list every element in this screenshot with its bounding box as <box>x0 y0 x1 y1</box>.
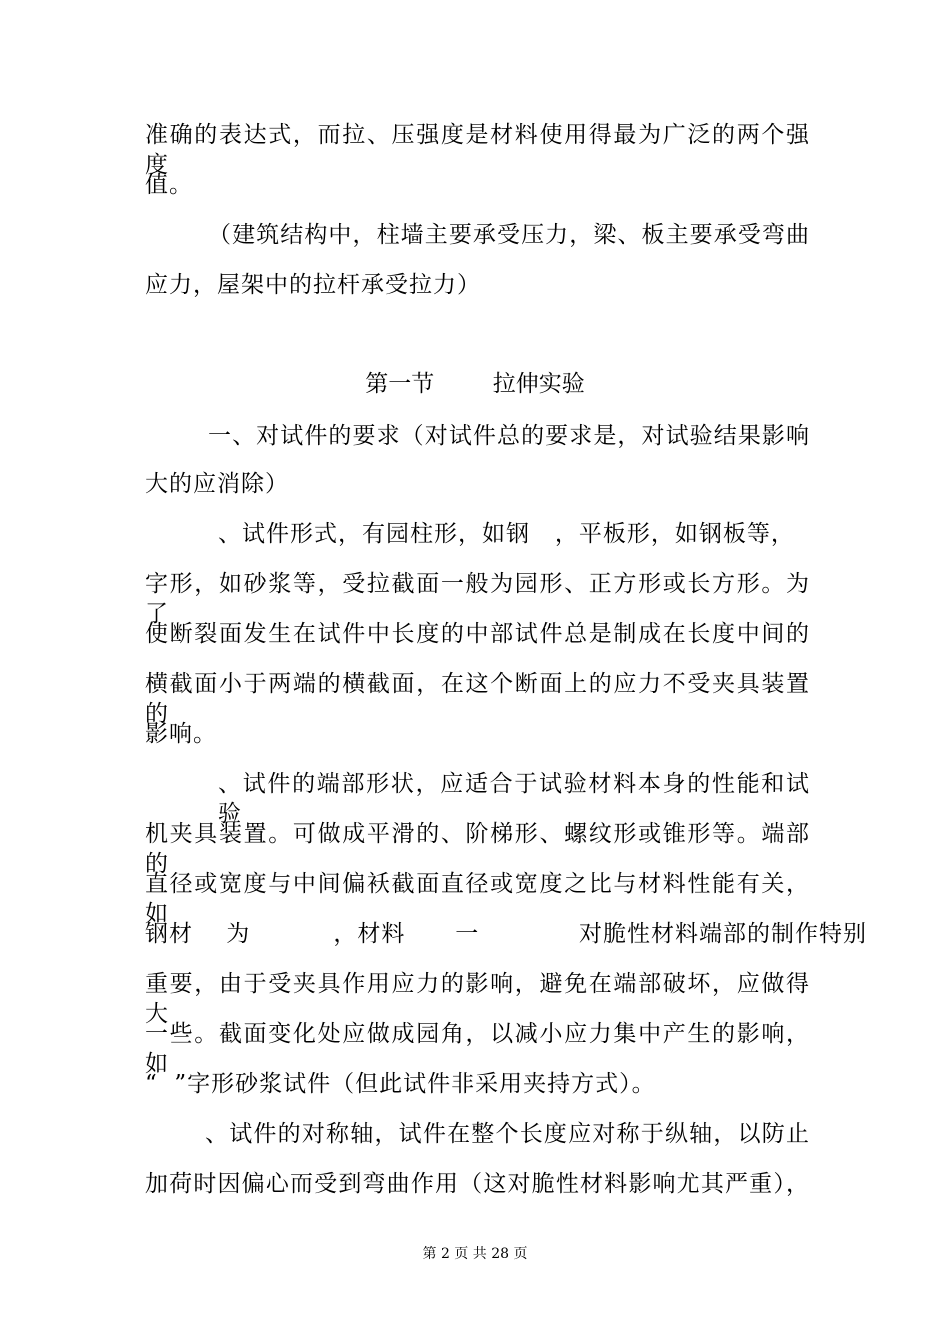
paragraph-line: 值。 <box>145 172 193 198</box>
paragraph-line: 影响。 <box>145 721 217 747</box>
paragraph-line: 大的应消除） <box>145 471 289 497</box>
paragraph-line: （建筑结构中，柱墙主要承受压力，梁、板主要承受弯曲 <box>208 222 810 248</box>
paragraph-line: 、试件形式，有园柱形，如钢 ，平板形，如钢板等， <box>218 521 795 547</box>
paragraph-line: 、试件的对称轴，试件在整个长度应对称于纵轴，以防止 <box>205 1121 810 1147</box>
paragraph-line: 使断裂面发生在试件中长度的中部试件总是制成在长度中间的 <box>145 621 810 647</box>
paragraph-line: 机夹具装置。可做成平滑的、阶梯形、螺纹形或锥形等。端部的 <box>145 821 810 877</box>
paragraph-line: 、试件的端部形状，应适合于试验材料本身的性能和试验 <box>218 771 810 827</box>
paragraph-line: 准确的表达式，而拉、压强度是材料使用得最为广泛的两个强度 <box>145 122 810 178</box>
paragraph-line: 横截面小于两端的横截面，在这个断面上的应力不受夹具装置的 <box>145 671 810 727</box>
paragraph-line: 直径或宽度与中间偏袄截面直径或宽度之比与材料性能有关，如 <box>145 871 810 927</box>
paragraph-line: 一、对试件的要求（对试件总的要求是，对试验结果影响 <box>208 423 810 449</box>
paragraph-line: 重要，由于受夹具作用应力的影响，避免在端部破坏，应做得大 <box>145 971 810 1027</box>
paragraph-line: 字形，如砂浆等，受拉截面一般为园形、正方形或长方形。为了 <box>145 571 810 627</box>
paragraph-line: 应力，屋架中的拉杆承受拉力） <box>145 272 481 298</box>
paragraph-line: “ ”字形砂浆试件（但此试件非采用夹持方式）。 <box>145 1071 656 1097</box>
section-heading: 第一节 拉伸实验 <box>365 371 585 397</box>
paragraph-line: 钢材 为 ，材料 一 对脆性材料端部的制作特别 <box>145 921 867 947</box>
paragraph-line: 一些。截面变化处应做成园角，以减小应力集中产生的影响，如 <box>145 1021 810 1077</box>
paragraph-line: 加荷时因偏心而受到弯曲作用（这对脆性材料影响尤其严重）， <box>145 1171 810 1197</box>
page-footer: 第 2 页 共 28 页 <box>422 1246 528 1262</box>
